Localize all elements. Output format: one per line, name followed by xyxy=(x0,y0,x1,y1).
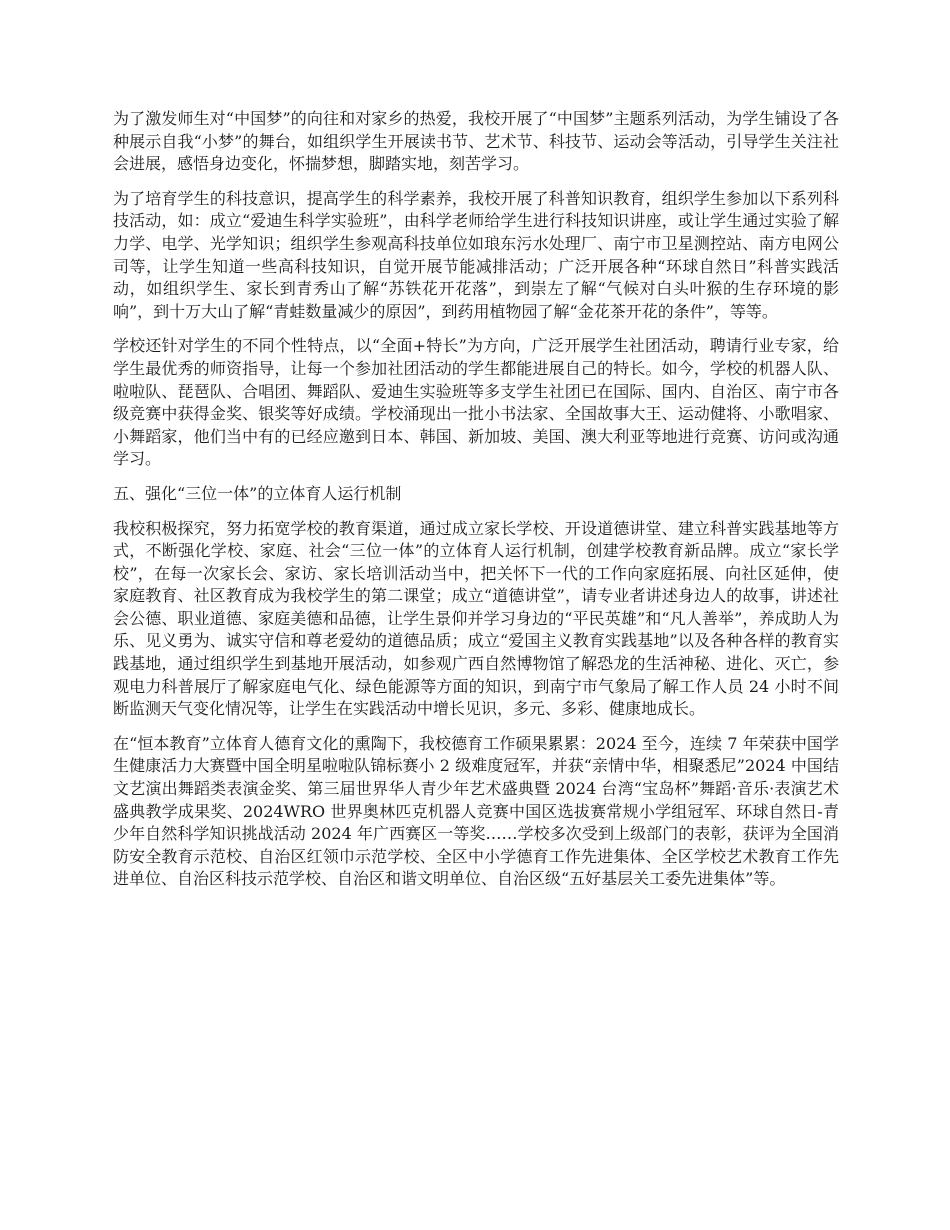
paragraph-chinese-dream: 为了激发师生对“中国梦”的向往和对家乡的热爱，我校开展了“中国梦”主题系列活动，为学生铺设了各种展示自我“小梦”的舞台，如组织学生开展读书节、艺术节、科技节、运动会等活动，引导学生关注社会进展，感悟身边变化，怀揣梦想，脚踏实地，刻苦学习。 xyxy=(113,109,839,174)
section-heading: 五、强化“三位一体”的立体育人运行机制 xyxy=(113,483,402,503)
paragraph-student-clubs: 学校还针对学生的不同个性特点，以“全面+特长”为方向，广泛开展学生社团活动，聘请行业专家，给学生最优秀的师资指导，让每一个参加社团活动的学生都能进展自己的特长。如今，学校的机器人队、啦啦队、琵琶队、合唱团、舞蹈队、爱迪生实验班等多支学生社团已在国际、国内、自治区、南宁市各级竞赛中获得金奖、银奖等好成绩。学校涌现出一批小书法家、全国故事大王、运动健将、小歌唱家、小舞蹈家，他们当中有的已经应邀到日本、韩国、新加坡、美国、澳大利亚等地进行竞赛、访问或沟通学习。 xyxy=(113,336,839,469)
paragraph-three-in-one-mechanism: 我校积极探究，努力拓宽学校的教育渠道，通过成立家长学校、开设道德讲堂、建立科普实践基地等方式，不断强化学校、家庭、社会“三位一体”的立体育人运行机制，创建学校教育新品牌。成立“家长学校”，在每一次家长会、家访、家长培训活动当中，把关怀下一代的工作向家庭拓展、向社区延伸，使家庭教育、社区教育成为我校学生的第二课堂；成立“道德讲堂”，请专业者讲述身边人的故事，讲述社会公德、职业道德、家庭美德和品德，让学生景仰并学习身边的“平民英雄”和“凡人善举”，养成助人为乐、见义勇为、诚实守信和尊老爱幼的道德品质；成立“爱国主义教育实践基地”以及各种各样的教育实践基地，通过组织学生到基地开展活动，如参观广西自然博物馆了解恐龙的生活神秘、进化、灭亡，参观电力科普展厅了解家庭电气化、绿色能源等方面的知识，到南宁市气象局了解工作人员 24 小时不间断监测天气变化情况等，让学生在实践活动中增长见识，多元、多彩、健康地成长。 xyxy=(113,518,839,719)
document-page xyxy=(113,108,839,903)
paragraph-achievements: 在“恒本教育”立体育人德育文化的熏陶下，我校德育工作硕果累累：2024 至今，连续 7 年荣获中国学生健康活力大赛暨中国全明星啦啦队锦标赛小 2 级难度冠军，并获“亲情中华，相聚悉尼”2024 中国结文艺演出舞蹈类表演金奖、第三届世界华人青少年艺术盛典暨 2024 台湾“宝岛杯”舞蹈·音乐·表演艺术盛典教学成果奖、2024WRO 世界奥林匹克机器人竞赛中国区选拔赛常规小学组冠军、环球自然日-青少年自然科学知识挑战活动 2024 年广西赛区一等奖……学校多次受到上级部门的表彰，获评为全国消防安全教育示范校、自治区红领巾示范学校、全区中小学德育工作先进集体、全区学校艺术教育工作先进单位、自治区科技示范学校、自治区和谐文明单位、自治区级“五好基层关工委先进集体”等。 xyxy=(113,733,839,889)
paragraph-science-activities: 为了培育学生的科技意识，提高学生的科学素养，我校开展了科普知识教育，组织学生参加以下系列科技活动，如：成立“爱迪生科学实验班”，由科学老师给学生进行科技知识讲座，或让学生通过实验了解力学、电学、光学知识；组织学生参观高科技单位如琅东污水处理厂、南宁市卫星测控站、南方电网公司等，让学生知道一些高科技知识，自觉开展节能减排活动；广泛开展各种“环球自然日”科普实践活动，如组织学生、家长到青秀山了解“苏铁花开花落”，到崇左了解“气候对白头叶猴的生存环境的影响”，到十万大山了解“青蛙数量减少的原因”，到药用植物园了解“金花茶开花的条件”，等等。 xyxy=(113,188,839,321)
